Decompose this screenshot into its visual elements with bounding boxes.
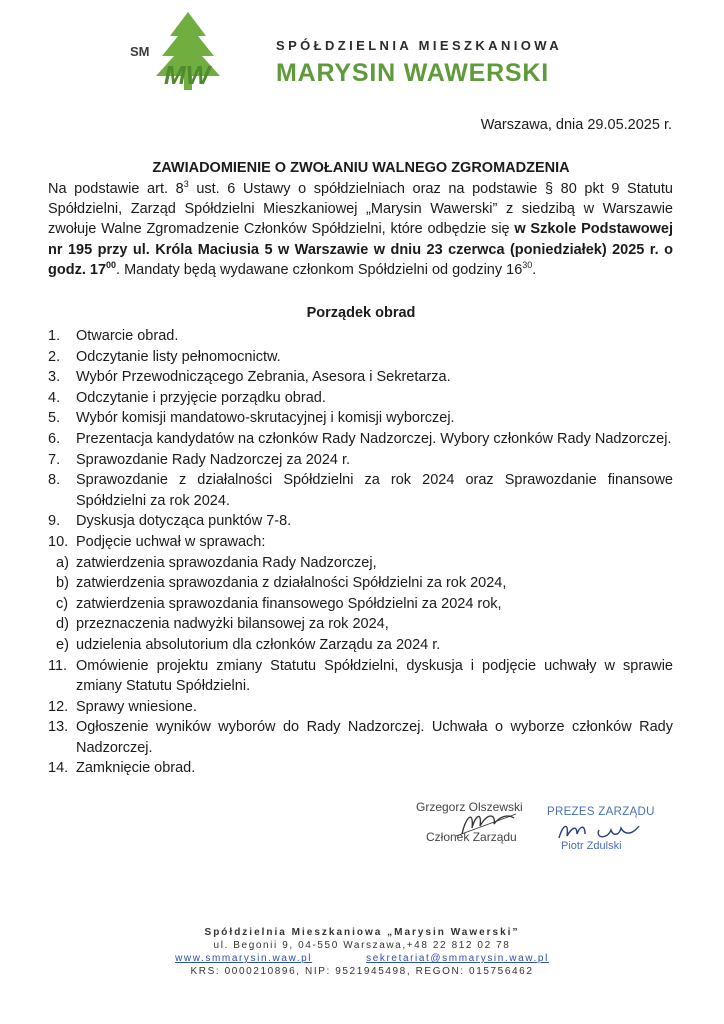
agenda-item: 13. Ogłoszenie wyników wyborów do Rady Nadzorczej. Uchwała o wyborze członków Rady Nadzorczej. xyxy=(48,719,673,756)
logo xyxy=(128,10,220,94)
president-stamp xyxy=(545,806,655,856)
agenda-item: 3. Wybór Przewodniczącego Zebrania, Asesora i Sekretarza. xyxy=(48,369,451,386)
website-link[interactable]: www.smmarysin.waw.pl xyxy=(175,953,313,964)
handwritten-signature xyxy=(555,818,645,842)
agenda-item: 12. Sprawy wniesione. xyxy=(48,698,197,715)
agenda-item: 7. Sprawozdanie Rady Nadzorczej za 2024 r. xyxy=(48,451,351,468)
stamp-name: Piotr Zdulski xyxy=(561,840,622,852)
footer-address: ul. Begonii 9, 04-550 Warszawa,+48 22 812 02 78 xyxy=(213,940,511,951)
svg-text:SM: SM xyxy=(130,44,150,59)
agenda-item: 11. Omówienie projektu zmiany Statutu Spółdzielni, dyskusja i podjęcie uchwały w sprawie zmiany Statutu Spółdzielni. xyxy=(48,657,673,695)
agenda-item: 8. Sprawozdanie z działalności Spółdzielni za rok 2024 oraz Sprawozdanie finansowe Spółdzielni za rok 2024. xyxy=(48,472,673,509)
signer-role: Członek Zarządu xyxy=(426,830,517,844)
stamp-title: PREZES ZARZĄDU xyxy=(547,806,655,818)
signature-board-member xyxy=(414,800,534,860)
agenda-item: 14. Zamknięcie obrad. xyxy=(48,760,196,777)
footer-registry: KRS: 0000210896, NIP: 9521945498, REGON: 015756462 xyxy=(190,966,534,977)
footer xyxy=(0,926,724,978)
footer-links xyxy=(0,952,724,965)
date-line: Warszawa, dnia 29.05.2025 r. xyxy=(480,117,672,133)
agenda-item: 10. Podjęcie uchwał w sprawach: xyxy=(48,533,266,550)
document-title: ZAWIADOMIENIE O ZWOŁANIU WALNEGO ZGROMADZENIA xyxy=(152,160,570,176)
agenda-item: 2. Odczytanie listy pełnomocnictw. xyxy=(48,348,281,365)
org-name-line1: SPÓŁDZIELNIA MIESZKANIOWA xyxy=(276,38,563,53)
org-name-line2: MARYSIN WAWERSKI xyxy=(276,59,549,87)
agenda-item: 6. Prezentacja kandydatów na członków Rady Nadzorczej. Wybory członków Rady Nadzorczej. xyxy=(48,430,672,447)
signer-name: Grzegorz Olszewski xyxy=(416,800,523,814)
agenda-item: 5. Wybór komisji mandatowo-skrutacyjnej i komisji wyborczej. xyxy=(48,410,455,427)
agenda-subitem: d) przeznaczenia nadwyżki bilansowej za rok 2024, xyxy=(56,616,389,633)
footer-org-name: Spółdzielnia Mieszkaniowa „Marysin Wawerski” xyxy=(204,927,520,938)
agenda-subitem: e) udzielenia absolutorium dla członków Zarządu za 2024 r. xyxy=(56,636,441,653)
agenda-subitem: b) zatwierdzenia sprawozdania z działalności Spółdzielni za rok 2024, xyxy=(56,575,507,592)
agenda-subitem: c) zatwierdzenia sprawozdania finansowego Spółdzielni za 2024 rok, xyxy=(56,595,502,612)
intro-paragraph: Na podstawie art. $8^3$ ust. 6 Ustawy o spółdzielniach oraz na podstawie § 80 pkt 9 Statutu Spółdzielni, Zarząd Spółdzielni Mieszkaniowej „Marysin Wawerski” z siedzibą w Warszawie zwołuje Walne Zgromadzenie Członków Spółdzielni, które odbędzie się w Szkole Podstawowej nr 195 przy ul. Króla Maciusia 5 w Warszawie w dniu 23 czerwca (poniedziałek) 2025 r. o godz. $17^{00}$. Mandaty będą wydawane członkom Spółdzielni od godziny $16^{30}$. xyxy=(48,179,673,278)
email-link[interactable]: sekretariat@smmarysin.waw.pl xyxy=(366,953,549,964)
agenda-item: 9. Dyskusja dotycząca punktów 7-8. xyxy=(48,513,292,530)
agenda-list xyxy=(48,326,673,779)
agenda-subitem: a) zatwierdzenia sprawozdania Rady Nadzorczej, xyxy=(56,554,377,571)
agenda-item: 4. Odczytanie i przyjęcie porządku obrad. xyxy=(48,389,326,406)
agenda-item: 1. Otwarcie obrad. xyxy=(48,328,179,344)
agenda-title: Porządek obrad xyxy=(306,305,416,321)
svg-text:MW: MW xyxy=(164,60,211,90)
